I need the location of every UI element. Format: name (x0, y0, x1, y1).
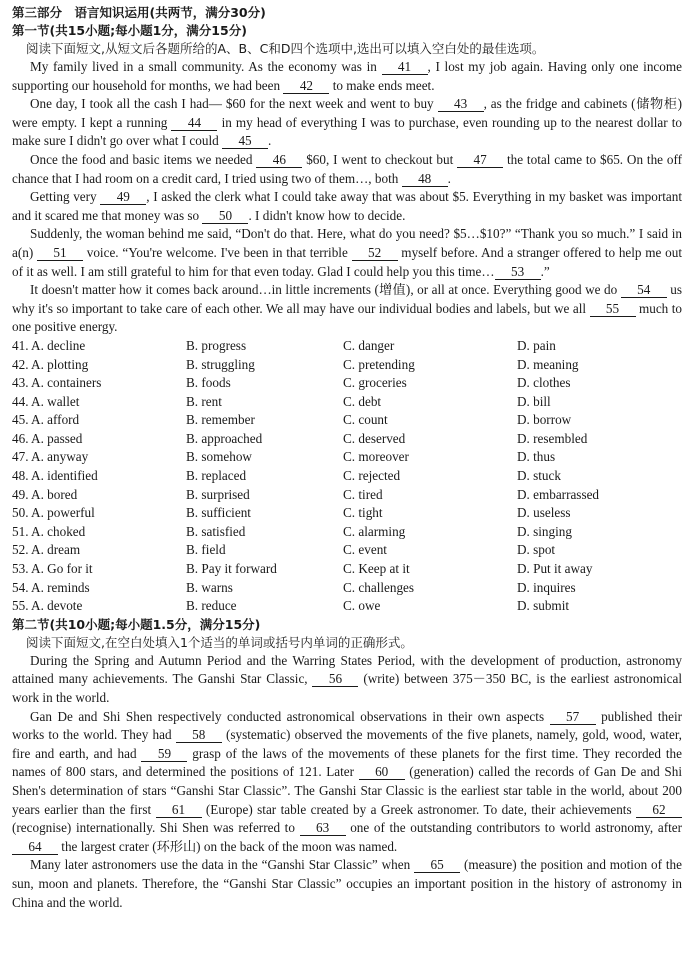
option-b: B. field (186, 542, 226, 558)
option-c: C. debt (343, 393, 382, 409)
option-c: C. danger (343, 337, 395, 353)
blank-55: 55 (590, 302, 636, 317)
passage-text: (systematic) observed the movements of the five planets, namely, gold, wood, water, fire and earth, and had (12, 727, 682, 761)
question-row (12, 356, 682, 375)
question-row (12, 560, 682, 579)
option-c: C. owe (343, 598, 381, 614)
option-d: D. borrow (517, 412, 572, 428)
blank-56: 56 (312, 672, 358, 687)
section1-instruction: 阅读下面短文,从短文后各题所给的A、B、C和D四个选项中,选出可以填入空白处的最佳选项。 (26, 41, 545, 56)
option-b: B. reduce (186, 598, 237, 614)
passage-paragraph (12, 652, 682, 708)
option-c: C. challenges (343, 579, 415, 595)
question-row (12, 541, 682, 560)
option-a: 45. A. afford (12, 412, 80, 428)
passage-paragraph (12, 95, 682, 151)
blank-57: 57 (550, 710, 596, 725)
blank-54: 54 (621, 283, 667, 298)
passage-text: During the Spring and Autumn Period and the Warring States Period, with the development of production, astronomy attained many achievements. The Ganshi Star Classic, (12, 652, 682, 687)
option-b: B. remember (186, 412, 255, 428)
blank-46: 46 (256, 153, 302, 168)
passage-text: , I lost my job again. Having only one income supporting our household for months, we had been (12, 59, 682, 93)
section1-title: 第一节(共15小题;每小题1分，满分15分) (12, 23, 247, 38)
passage-text: Gan De and Shi Shen respectively conducted astronomical observations in their own aspects (30, 708, 550, 724)
blank-49: 49 (100, 190, 146, 205)
passage-paragraph (12, 151, 682, 188)
option-b: B. sufficient (186, 505, 251, 521)
option-d: D. thus (517, 449, 556, 465)
option-d: D. pain (517, 337, 556, 353)
passage-text: , as the fridge and cabinets (储物柜) were empty. I kept a running (12, 96, 682, 130)
section2-instruction: 阅读下面短文,在空白处填入1个适当的单词或括号内单词的正确形式。 (26, 634, 413, 650)
question-row (12, 411, 682, 430)
option-a: 51. A. choked (12, 523, 86, 539)
passage-text: It doesn't matter how it comes back around…in little increments (增值), or all at once. Everything good we do (30, 282, 621, 298)
option-a: 53. A. Go for it (12, 561, 93, 577)
passage-text: (measure) the position and motion of the sun, moon and planets. Therefore, the “Ganshi Star Classic” occupies an important position in the history of astronomy in China and the world. (12, 857, 682, 910)
option-c: C. groceries (343, 375, 407, 391)
section2-title: 第二节(共10小题;每小题1.5分，满分15分) (12, 616, 261, 632)
question-row (12, 337, 682, 356)
option-c: C. rejected (343, 468, 401, 484)
option-d: D. resembled (517, 430, 588, 446)
option-a: 55. A. devote (12, 598, 83, 614)
option-d: D. singing (517, 523, 572, 539)
question-row (12, 597, 682, 616)
passage-text: the largest crater (环形山) on the back of the moon was named. (58, 838, 398, 854)
blank-51: 51 (37, 246, 83, 261)
passage-paragraph (12, 58, 682, 95)
blank-65: 65 (414, 858, 460, 873)
option-c: C. pretending (343, 356, 415, 372)
passage-text: in my head of everything I was to purchase, even rounding up to the nearest dollar to make sure I didn't go over what I could (12, 114, 682, 149)
blank-61: 61 (156, 803, 202, 818)
blank-63: 63 (300, 821, 346, 836)
option-d: D. useless (517, 505, 571, 521)
question-row (12, 374, 682, 393)
passage-paragraph (12, 188, 682, 225)
option-b: B. warns (186, 579, 233, 595)
option-d: D. bill (517, 393, 551, 409)
option-b: B. struggling (186, 356, 255, 372)
blank-50: 50 (202, 209, 248, 224)
blank-58: 58 (176, 728, 222, 743)
question-row (12, 393, 682, 412)
passage-text: My family lived in a small community. As the economy was in (30, 59, 382, 74)
passage-text: Suddenly, the woman behind me said, “Don't do that. Here, what do you need? $5…$10?” “Thank you so much.” I said in a(n) (12, 226, 682, 260)
blank-60: 60 (359, 765, 405, 780)
passage-text: (Europe) star table created by a Greek astronomer. To date, their achievements (201, 801, 636, 817)
blank-44: 44 (171, 116, 217, 131)
passage-text: Many later astronomers use the data in the “Ganshi Star Classic” when (30, 857, 415, 873)
option-a: 44. A. wallet (12, 393, 80, 409)
blank-64: 64 (12, 840, 58, 855)
option-c: C. event (343, 542, 387, 558)
passage-text: to make ends meet. (329, 77, 435, 93)
option-d: D. Put it away (517, 561, 593, 577)
question-row (12, 579, 682, 598)
part-title: 第三部分 语言知识运用(共两节，满分30分) (12, 5, 266, 20)
passage-text: voice. “You're welcome. I've been in that terrible (82, 244, 352, 260)
passage-text: us why it's so important to take care of each other. We all may have our individual bodies and labels, but we all (12, 282, 682, 316)
option-c: C. moreover (343, 449, 409, 465)
option-d: D. submit (517, 598, 570, 614)
option-a: 47. A. anyway (12, 449, 89, 465)
blank-62: 62 (636, 803, 682, 818)
passage-text: one of the outstanding contributors to world astronomy, after (345, 820, 683, 836)
option-a: 46. A. passed (12, 430, 83, 446)
passage-text: . (268, 133, 272, 149)
option-b: B. rent (186, 393, 222, 409)
passage-paragraph (12, 281, 682, 337)
passage-text: the total came to $65. On the off chance that I had room on a credit card, I tried using two of them…, both (12, 151, 682, 186)
option-d: D. spot (517, 542, 556, 558)
passage-text: much to one positive energy. (12, 300, 682, 335)
option-c: C. alarming (343, 523, 406, 539)
option-a: 54. A. reminds (12, 579, 90, 595)
option-b: B. progress (186, 337, 247, 353)
option-b: B. somehow (186, 449, 252, 465)
question-row (12, 467, 682, 486)
option-b: B. Pay it forward (186, 561, 277, 577)
blank-45: 45 (222, 134, 268, 149)
passage-text: (recognise) internationally. Shi Shen was referred to (12, 820, 300, 836)
option-a: 50. A. powerful (12, 505, 95, 521)
option-c: C. Keep at it (343, 561, 410, 577)
option-b: B. foods (186, 375, 231, 391)
passage-text: (write) between 375－350 BC, is the earliest astronomical work in the world. (12, 671, 682, 705)
passage-text: One day, I took all the cash I had— $60 for the next week and went to buy (30, 96, 438, 112)
option-d: D. embarrassed (517, 486, 600, 502)
question-row (12, 430, 682, 449)
option-b: B. surprised (186, 486, 250, 502)
blank-42: 42 (283, 79, 329, 94)
option-d: D. stuck (517, 468, 561, 484)
option-c: C. count (343, 412, 388, 428)
section1-options (12, 337, 682, 616)
section1-passage (12, 58, 682, 337)
blank-47: 47 (457, 153, 503, 168)
passage-text: $60, I went to checkout but (302, 151, 458, 167)
question-row (12, 504, 682, 523)
passage-text: Once the food and basic items we needed (30, 151, 257, 167)
option-a: 52. A. dream (12, 542, 81, 558)
option-b: B. approached (186, 430, 263, 446)
option-b: B. replaced (186, 468, 247, 484)
option-a: 43. A. containers (12, 375, 102, 391)
passage-text: , I asked the clerk what I could take away that was about $5. Everything in my basket was important and it scared me that money was so (12, 189, 682, 223)
option-a: 48. A. identified (12, 468, 98, 484)
option-a: 42. A. plotting (12, 356, 89, 372)
blank-53: 53 (495, 265, 541, 280)
blank-41: 41 (382, 60, 428, 75)
passage-text: (generation) called the records of Gan De and Shi Shen's determination of stars “Ganshi Star Classic”. The Ganshi Star Classic is the earliest star table in the world, about 200 years earlier than the first (12, 764, 682, 817)
option-c: C. tired (343, 486, 383, 502)
option-b: B. satisfied (186, 523, 246, 539)
blank-48: 48 (402, 172, 448, 187)
option-c: C. deserved (343, 430, 406, 446)
passage-text: myself before. And a stranger offered to help me out of it as well. I am still grateful to him for that even today. Glad I could help you this time… (12, 244, 682, 279)
option-a: 49. A. bored (12, 486, 78, 502)
option-d: D. inquires (517, 579, 576, 595)
blank-59: 59 (141, 747, 187, 762)
blank-52: 52 (352, 246, 398, 261)
passage-text: .” (540, 263, 550, 279)
blank-43: 43 (438, 97, 484, 112)
passage-text: . (447, 170, 451, 186)
section2-passage (12, 652, 682, 912)
option-c: C. tight (343, 505, 383, 521)
passage-paragraph (12, 708, 682, 857)
question-row (12, 523, 682, 542)
option-d: D. clothes (517, 375, 571, 391)
passage-paragraph (12, 856, 682, 912)
passage-text: . I didn't know how to decide. (248, 207, 406, 223)
passage-text: grasp of the laws of the movements of these planets for the first time. They recorded the names of 800 stars, and determined the positions of 121. Later (12, 745, 682, 780)
passage-text: published their works to the world. They had (12, 708, 682, 743)
question-row (12, 486, 682, 505)
passage-paragraph (12, 225, 682, 281)
passage-text: Getting very (30, 189, 101, 205)
option-d: D. meaning (517, 356, 579, 372)
question-row (12, 448, 682, 467)
option-a: 41. A. decline (12, 337, 86, 353)
